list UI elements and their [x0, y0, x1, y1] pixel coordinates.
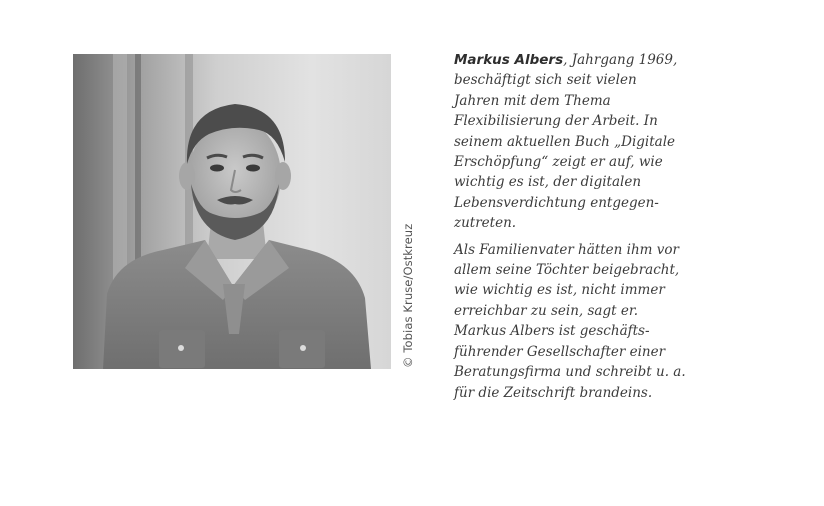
photo-credit: © Tobias Kruse/Ostkreuz: [401, 223, 415, 368]
author-bio: [454, 50, 684, 403]
bio-line: Lebensverdichtung entgegen-: [454, 194, 659, 211]
bio-paragraph-1: [454, 50, 684, 234]
bio-line: zutreten.: [454, 215, 517, 232]
bio-line: für die Zeitschrift brandeins.: [454, 384, 653, 401]
bio-line: führender Gesellschafter einer: [454, 343, 666, 360]
bio-paragraph-2: [454, 240, 684, 403]
author-name: Markus Albers: [454, 52, 564, 68]
bio-line: Als Familienvater hätten ihm vor: [454, 241, 679, 258]
bio-line: wichtig es ist, der digitalen: [454, 174, 642, 191]
bio-line: Markus Albers ist geschäfts-: [454, 323, 650, 340]
bio-line: seinem aktuellen Buch „Digitale: [454, 133, 675, 150]
bio-line: Jahren mit dem Thema: [454, 92, 611, 109]
bio-line: allem seine Töchter beigebracht,: [454, 262, 680, 279]
bio-line: Beratungsfirma und schreibt u. a.: [454, 364, 686, 381]
bio-line: wie wichtig es ist, nicht immer: [454, 282, 665, 299]
bio-line: Erschöpfung“ zeigt er auf, wie: [454, 154, 663, 171]
bio-line: beschäftigt sich seit vielen: [454, 72, 637, 89]
bio-line: erreichbar zu sein, sagt er.: [454, 302, 639, 319]
bio-line: Flexibilisierung der Arbeit. In: [454, 113, 658, 130]
bio-line: Markus Albers, Jahrgang 1969,: [454, 52, 678, 68]
portrait-photo: [73, 54, 391, 369]
